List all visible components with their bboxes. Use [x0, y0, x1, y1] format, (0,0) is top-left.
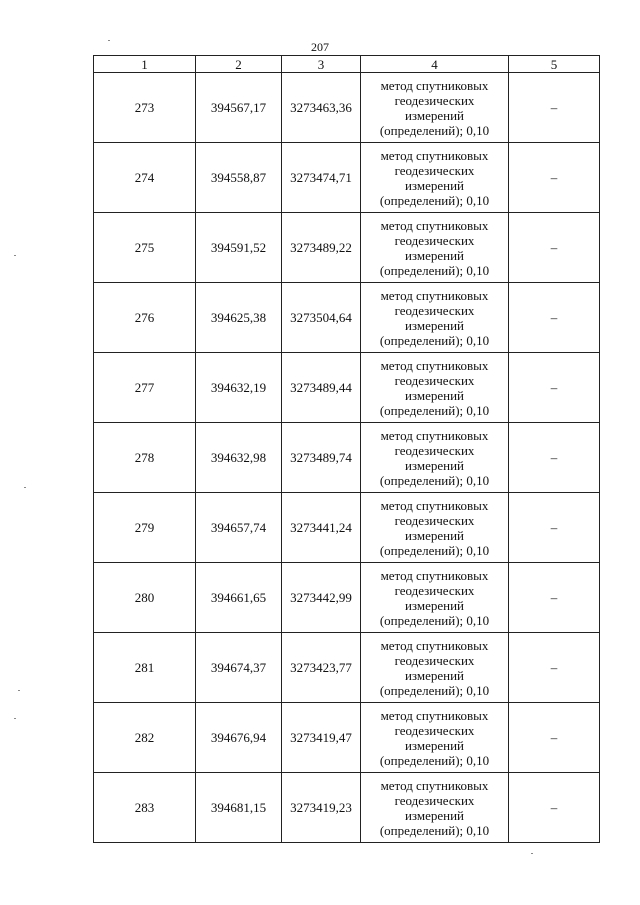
method-line: метод спутниковых: [380, 287, 489, 303]
method-cell: [361, 633, 509, 703]
method-line: измерений: [404, 177, 465, 193]
table-body: [94, 73, 600, 843]
coordinate-y-cell: 3273489,22: [282, 213, 361, 283]
table-row: [94, 213, 600, 283]
coordinate-x-cell: 394674,37: [196, 633, 282, 703]
point-number-cell: 279: [94, 493, 196, 563]
table-header: [94, 56, 600, 73]
coordinate-y-cell: 3273489,74: [282, 423, 361, 493]
method-line: измерений: [404, 737, 465, 753]
point-number-cell: 280: [94, 563, 196, 633]
coordinate-y-cell: 3273504,64: [282, 283, 361, 353]
point-number-cell: 281: [94, 633, 196, 703]
method-line: (определений); 0,10: [379, 682, 490, 698]
note-cell: –: [509, 73, 600, 143]
method-line: измерений: [404, 457, 465, 473]
point-number-cell: 278: [94, 423, 196, 493]
method-line: (определений); 0,10: [379, 752, 490, 768]
note-cell: –: [509, 353, 600, 423]
table-row: [94, 73, 600, 143]
point-number-cell: 275: [94, 213, 196, 283]
method-cell: [361, 213, 509, 283]
method-line: метод спутниковых: [380, 357, 489, 373]
table-row: [94, 353, 600, 423]
method-cell: [361, 143, 509, 213]
method-line: измерений: [404, 107, 465, 123]
coordinate-y-cell: 3273419,23: [282, 773, 361, 843]
coordinate-x-cell: 394591,52: [196, 213, 282, 283]
method-line: (определений); 0,10: [379, 612, 490, 628]
method-line: геодезических: [394, 442, 475, 458]
coordinate-y-cell: 3273442,99: [282, 563, 361, 633]
method-line: (определений); 0,10: [379, 822, 490, 838]
table-row: [94, 703, 600, 773]
coordinate-x-cell: 394632,19: [196, 353, 282, 423]
point-number-cell: 282: [94, 703, 196, 773]
coordinate-x-cell: 394681,15: [196, 773, 282, 843]
method-line: геодезических: [394, 792, 475, 808]
method-cell: [361, 73, 509, 143]
table-row: [94, 563, 600, 633]
method-line: (определений); 0,10: [379, 122, 490, 138]
method-line: геодезических: [394, 512, 475, 528]
note-cell: –: [509, 213, 600, 283]
scan-speck: [14, 718, 16, 719]
page-number: 207: [311, 40, 329, 54]
point-number-cell: 283: [94, 773, 196, 843]
method-line: геодезических: [394, 722, 475, 738]
method-line: (определений); 0,10: [379, 332, 490, 348]
column-header-1: 1: [94, 56, 196, 73]
note-cell: –: [509, 283, 600, 353]
note-cell: –: [509, 703, 600, 773]
method-line: измерений: [404, 247, 465, 263]
method-cell: [361, 423, 509, 493]
note-cell: –: [509, 423, 600, 493]
method-line: метод спутниковых: [380, 217, 489, 233]
point-number-cell: 273: [94, 73, 196, 143]
method-line: геодезических: [394, 162, 475, 178]
method-line: измерений: [404, 807, 465, 823]
column-header-4: 4: [361, 56, 509, 73]
coordinate-y-cell: 3273474,71: [282, 143, 361, 213]
method-cell: [361, 493, 509, 563]
note-cell: –: [509, 563, 600, 633]
scan-speck: [108, 40, 110, 41]
coordinate-y-cell: 3273419,47: [282, 703, 361, 773]
note-cell: –: [509, 493, 600, 563]
method-line: метод спутниковых: [380, 777, 489, 793]
coordinate-x-cell: 394661,65: [196, 563, 282, 633]
table-row: [94, 493, 600, 563]
coordinate-x-cell: 394657,74: [196, 493, 282, 563]
table-row: [94, 283, 600, 353]
table-row: [94, 633, 600, 703]
method-line: геодезических: [394, 652, 475, 668]
point-number-cell: 277: [94, 353, 196, 423]
method-line: измерений: [404, 597, 465, 613]
method-line: метод спутниковых: [380, 427, 489, 443]
method-line: измерений: [404, 527, 465, 543]
coordinates-table: [93, 55, 600, 843]
coordinate-y-cell: 3273423,77: [282, 633, 361, 703]
method-line: метод спутниковых: [380, 77, 489, 93]
note-cell: –: [509, 773, 600, 843]
method-line: (определений); 0,10: [379, 262, 490, 278]
table-row: [94, 143, 600, 213]
column-header-5: 5: [509, 56, 600, 73]
note-cell: –: [509, 633, 600, 703]
method-line: метод спутниковых: [380, 637, 489, 653]
scan-speck: [24, 487, 26, 488]
method-line: (определений); 0,10: [379, 472, 490, 488]
method-line: метод спутниковых: [380, 567, 489, 583]
method-line: измерений: [404, 387, 465, 403]
method-line: измерений: [404, 667, 465, 683]
method-cell: [361, 353, 509, 423]
column-header-3: 3: [282, 56, 361, 73]
column-header-2: 2: [196, 56, 282, 73]
scan-speck: [531, 853, 533, 854]
coordinate-x-cell: 394676,94: [196, 703, 282, 773]
coordinate-y-cell: 3273463,36: [282, 73, 361, 143]
method-line: метод спутниковых: [380, 147, 489, 163]
point-number-cell: 274: [94, 143, 196, 213]
scan-speck: [14, 255, 16, 256]
coordinate-x-cell: 394558,87: [196, 143, 282, 213]
method-line: геодезических: [394, 582, 475, 598]
method-line: (определений); 0,10: [379, 542, 490, 558]
method-line: геодезических: [394, 92, 475, 108]
coordinate-x-cell: 394632,98: [196, 423, 282, 493]
coordinate-x-cell: 394567,17: [196, 73, 282, 143]
note-cell: –: [509, 143, 600, 213]
method-line: (определений); 0,10: [379, 402, 490, 418]
method-line: геодезических: [394, 302, 475, 318]
method-line: геодезических: [394, 232, 475, 248]
method-line: метод спутниковых: [380, 497, 489, 513]
method-cell: [361, 563, 509, 633]
table-row: [94, 423, 600, 493]
method-cell: [361, 703, 509, 773]
coordinate-x-cell: 394625,38: [196, 283, 282, 353]
method-line: (определений); 0,10: [379, 192, 490, 208]
method-cell: [361, 283, 509, 353]
header-row: [94, 56, 600, 73]
method-cell: [361, 773, 509, 843]
method-line: геодезических: [394, 372, 475, 388]
coordinate-y-cell: 3273441,24: [282, 493, 361, 563]
method-line: измерений: [404, 317, 465, 333]
coordinate-y-cell: 3273489,44: [282, 353, 361, 423]
point-number-cell: 276: [94, 283, 196, 353]
table-row: [94, 773, 600, 843]
scan-speck: [18, 690, 20, 691]
method-line: метод спутниковых: [380, 707, 489, 723]
